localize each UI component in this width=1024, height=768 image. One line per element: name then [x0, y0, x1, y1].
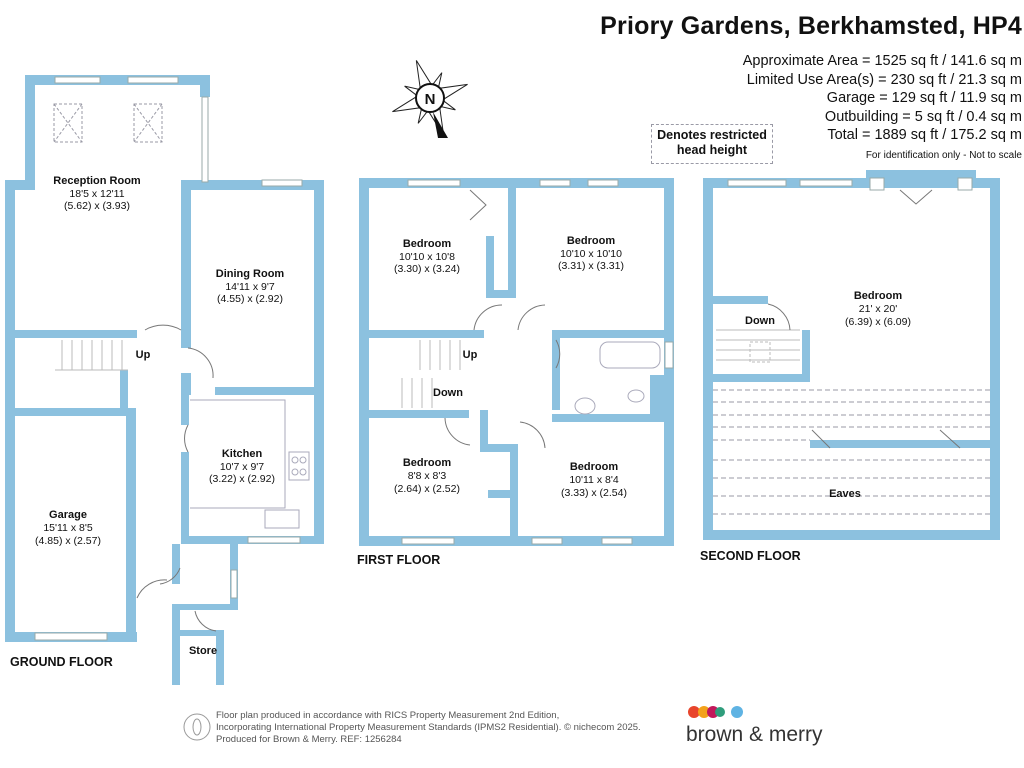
first-bedroom-3-imperial: 8'8 x 8'3 [407, 470, 447, 482]
first-bedroom-1-metric: (3.30) x (3.24) [394, 263, 460, 275]
area-outbuilding: Outbuilding = 5 sq ft / 0.4 sq m [824, 108, 1022, 125]
first-bedroom-1-name: Bedroom [402, 238, 452, 250]
ground-floor-doors [137, 325, 216, 631]
second-bedroom-imperial: 21' x 20' [858, 303, 898, 315]
ground-floor-windows [35, 77, 302, 640]
reception-room-name: Reception Room [53, 175, 141, 187]
reception-room-imperial: 18'5 x 12'11 [69, 188, 125, 200]
first-bedroom-4-metric: (3.33) x (2.54) [561, 487, 627, 499]
garage-metric: (4.85) x (2.57) [35, 535, 101, 547]
garage-name: Garage [49, 509, 87, 521]
compass-icon [379, 47, 482, 150]
first-stairs-up-label: Up [462, 349, 478, 361]
compass-north-label: N [424, 91, 436, 108]
identification-note: For identification only - Not to scale [865, 150, 1022, 161]
first-bedroom-2-metric: (3.31) x (3.31) [558, 260, 624, 272]
footer-line-1: Floor plan produced in accordance with RICS Property Measurement 2nd Edition, [216, 710, 560, 721]
second-floor-label: SECOND FLOOR [700, 549, 801, 563]
first-bedroom-3-name: Bedroom [402, 457, 452, 469]
eaves-label: Eaves [829, 488, 861, 500]
kitchen-name: Kitchen [221, 448, 263, 460]
reception-room-metric: (5.62) x (3.93) [64, 200, 130, 212]
ground-floor-stairs [55, 340, 128, 370]
footer-line-3: Produced for Brown & Merry. REF: 1256284 [216, 734, 402, 745]
first-bedroom-2-imperial: 10'10 x 10'10 [560, 248, 622, 260]
second-stairs-down-label: Down [745, 315, 775, 327]
area-total: Total = 1889 sq ft / 175.2 sq m [827, 127, 1022, 143]
dining-room-metric: (4.55) x (2.92) [217, 293, 283, 305]
dining-room-imperial: 14'11 x 9'7 [225, 281, 275, 293]
area-garage: Garage = 129 sq ft / 11.9 sq m [826, 90, 1022, 106]
restricted-height-key: Denotes restricted head height [651, 124, 773, 164]
brand-logo-dots [688, 706, 743, 718]
property-title: Priory Gardens, Berkhamsted, HP4 [600, 12, 1022, 40]
first-floor-doors [445, 190, 560, 448]
bathroom-fittings [575, 342, 660, 414]
rics-logo-icon [184, 714, 210, 740]
ground-floor-plan [5, 75, 324, 685]
kitchen-imperial: 10'7 x 9'7 [219, 461, 265, 473]
ground-floor-label: GROUND FLOOR [10, 655, 113, 669]
first-bedroom-1-imperial: 10'10 x 10'8 [399, 251, 455, 263]
first-stairs-down-label: Down [433, 387, 463, 399]
first-floor-label: FIRST FLOOR [357, 553, 441, 567]
area-limited-use: Limited Use Area(s) = 230 sq ft / 21.3 sq m [746, 71, 1022, 88]
first-bedroom-4-name: Bedroom [569, 461, 619, 473]
second-bedroom-name: Bedroom [853, 290, 903, 302]
ground-stairs-up-label: Up [135, 349, 151, 361]
second-bedroom-metric: (6.39) x (6.09) [845, 316, 911, 328]
reception-skylights [54, 104, 162, 142]
first-bedroom-2-name: Bedroom [566, 235, 616, 247]
second-floor-stairs [716, 330, 800, 362]
first-bedroom-3-metric: (2.64) x (2.52) [394, 483, 460, 495]
store-name: Store [188, 645, 218, 657]
area-approximate: Approximate Area = 1525 sq ft / 141.6 sq m [742, 53, 1022, 69]
garage-imperial: 15'11 x 8'5 [43, 522, 93, 534]
dining-room-name: Dining Room [215, 268, 285, 280]
second-floor-plan [703, 170, 1000, 540]
kitchen-metric: (3.22) x (2.92) [209, 473, 275, 485]
brand-logo-text: brown & merry [686, 723, 823, 746]
footer-line-2: Incorporating International Property Measurement Standards (IPMS2 Residential). © nichecom 2025. [216, 722, 641, 733]
first-bedroom-4-imperial: 10'11 x 8'4 [569, 474, 619, 486]
